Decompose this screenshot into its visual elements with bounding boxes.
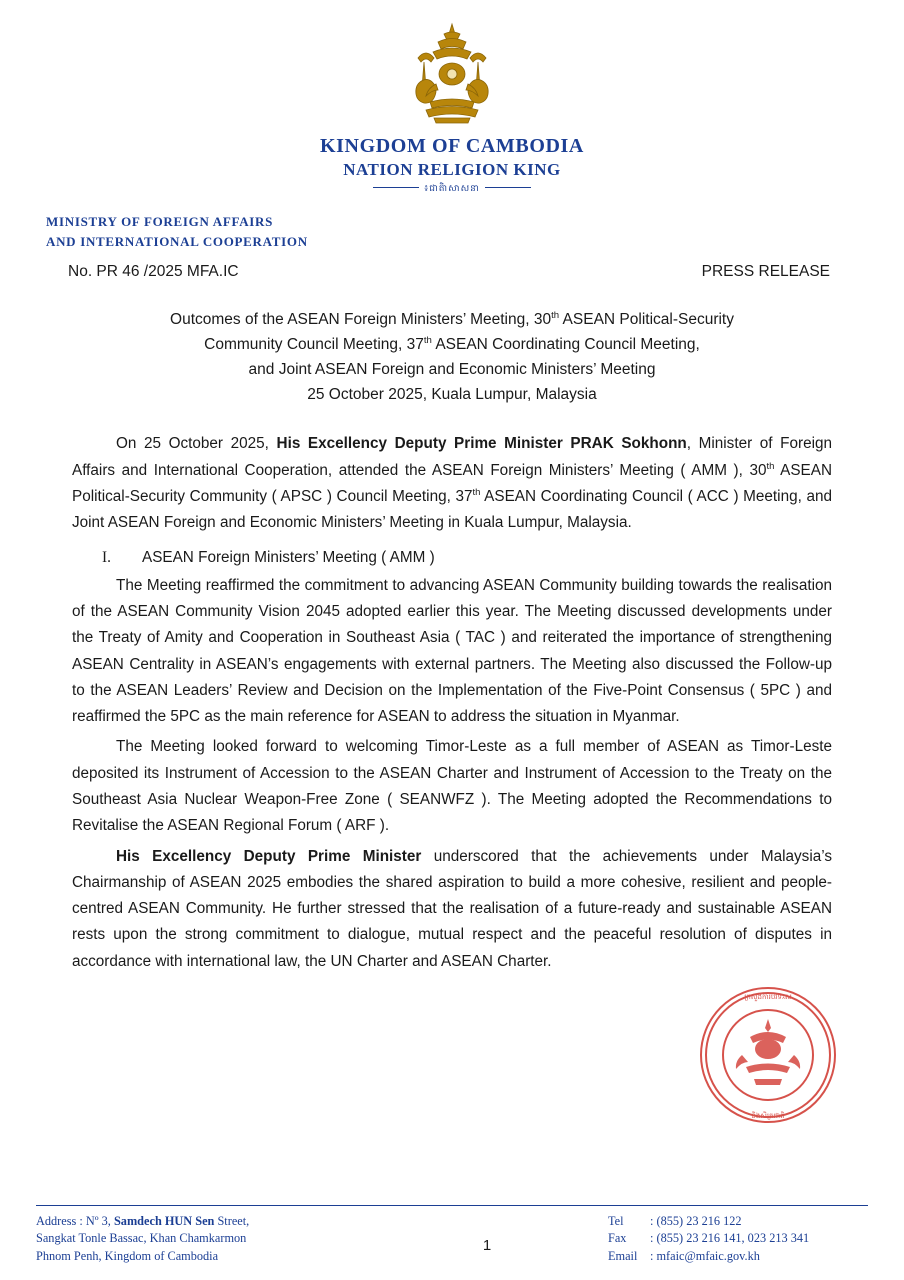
footer-email[interactable]: Email : mfaic@mfaic.gov.kh — [608, 1249, 760, 1264]
ministry-line-1: MINISTRY OF FOREIGN AFFAIRS — [46, 214, 274, 229]
section-heading-1 — [102, 549, 832, 567]
reference-row — [68, 263, 832, 281]
section-title: ASEAN Foreign Ministers’ Meeting ( AMM ) — [142, 548, 435, 566]
intro-paragraph: On 25 October 2025, His Excellency Deputy Prime Minister PRAK Sokhonn, Minister of Foreign Affairs and International Cooperation, attended the ASEAN Foreign Ministers’ Meeting ( AMM ), 30th ASEAN Political-Security Community ( APSC ) Council Meeting, 37th ASEAN Coordinating Council ( ACC ) Meeting, and Joint ASEAN Foreign and Economic Ministers’ Meeting in Kuala Lumpur, Malaysia. — [72, 435, 833, 532]
footer-address-line-1: Address : Nº 3, Samdech HUN Sen Street, — [36, 1213, 250, 1228]
document-body — [72, 431, 832, 975]
cambodia-royal-crest-icon — [390, 22, 514, 126]
khmer-divider: ៖ជាតិាសាសនា — [72, 183, 832, 196]
footer-address-line-2: Sangkat Tonle Bassac, Khan Chamkarmon — [36, 1231, 247, 1246]
svg-text:ក្រសួងការបរទ៱ស: ក្រសួងការបរទ៱ស — [744, 993, 792, 1001]
ministry-name — [46, 212, 832, 251]
reference-number: No. PR 46 /2025 MFA.IC — [68, 263, 239, 280]
title-line-3: and Joint ASEAN Foreign and Economic Ministers’ Meeting — [248, 361, 656, 379]
section-number: I. — [102, 548, 111, 566]
page-footer — [36, 1205, 868, 1266]
footer-address-line-3: Phnom Penh, Kingdom of Cambodia — [36, 1249, 219, 1264]
body-paragraph-1: The Meeting reaffirmed the commitment to advancing ASEAN Community building towards the realisation of the ASEAN Community Vision 2045 adopted earlier this year. The Meeting discussed developments under the Treaty of Amity and Cooperation in Southeast Asia ( TAC ) and reiterated the importance of strengthening ASEAN Centrality in ASEAN’s engagements with external partners. The Meeting also discussed the Follow-up to the ASEAN Leaders’ Review and Decision on the Implementation of the Five-Point Consensus ( 5PC ) and reaffirmed the 5PC as the main reference for ASEAN to address the situation in Myanmar. — [72, 576, 832, 726]
official-red-seal-icon — [698, 985, 838, 1125]
footer-contact-block — [608, 1213, 868, 1266]
body-paragraph-2: The Meeting looked forward to welcoming Timor-Leste as a full member of ASEAN as Timor-Leste deposited its Instrument of Accession to the ASEAN Charter and Instrument of Accession to the Treaty on the Southeast Asia Nuclear Weapon-Free Zone ( SEANWFZ ). The Meeting adopted the Recommendations to Revitalise the ASEAN Regional Forum ( ARF ). — [72, 738, 832, 835]
title-line-1: Outcomes of the ASEAN Foreign Ministers’ Meeting, 30th ASEAN Political-Security — [170, 309, 734, 328]
title-line-2: Community Council Meeting, 37th ASEAN Coordinating Council Meeting, — [204, 334, 700, 354]
footer-tel: Tel : (855) 23 216 122 — [608, 1213, 742, 1228]
footer-fax: Fax : (855) 23 216 141, 023 213 341 — [608, 1231, 810, 1246]
title-line-4: 25 October 2025, Kuala Lumpur, Malaysia — [307, 386, 597, 404]
page-number: 1 — [482, 1237, 492, 1255]
footer-address-block — [36, 1213, 366, 1266]
header-crest-block — [72, 0, 832, 131]
footer-divider — [36, 1205, 868, 1206]
page-title — [72, 307, 832, 407]
svg-text:និងសិត្រជាតិ: និងសិត្រជាតិ — [751, 1112, 785, 1120]
ministry-line-2: AND INTERNATIONAL COOPERATION — [46, 233, 308, 249]
body-paragraph-3: His Excellency Deputy Prime Minister underscored that the achievements under Malaysia’s Chairmanship of ASEAN 2025 embodies the shared aspiration to build a more cohesive, resilient and people-centred ASEAN Community. He further stressed that the realisation of a future-ready and sustainable ASEAN rests upon the strong commitment to dialogue, mutual respect and the peaceful resolution of disputes in accordance with international law, the UN Charter and ASEAN Charter. — [72, 847, 832, 970]
nation-motto: NATION RELIGION KING — [343, 160, 561, 179]
document-type-label: PRESS RELEASE — [701, 263, 830, 280]
kingdom-title: KINGDOM OF CAMBODIA — [320, 135, 584, 157]
